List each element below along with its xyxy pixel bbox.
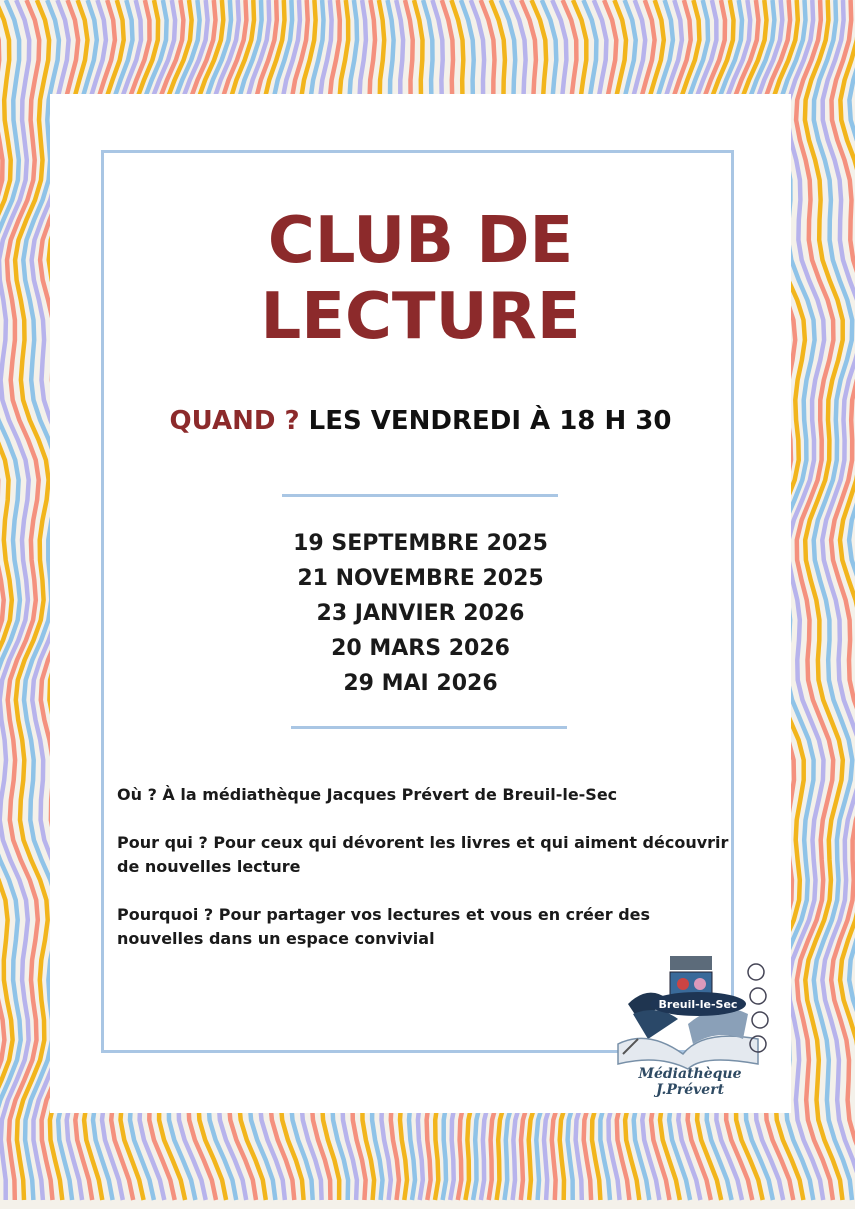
divider-bottom — [291, 726, 567, 729]
title-line-1: CLUB DE — [267, 204, 574, 278]
divider-top — [282, 494, 558, 497]
logo-town-text: Breuil-le-Sec — [658, 998, 738, 1011]
when-line — [50, 406, 791, 436]
flyer-card — [50, 94, 791, 1113]
logo-caption: Médiathèque J.Prévert — [638, 1066, 742, 1098]
info-where: Où ? À la médiathèque Jacques Prévert de Breuil-le-Sec — [117, 785, 618, 804]
when-label: QUAND ? — [169, 406, 300, 436]
date-item: 29 MAI 2026 — [343, 671, 498, 696]
date-item: 20 MARS 2026 — [331, 636, 510, 661]
title-line-2: LECTURE — [260, 280, 581, 354]
date-item: 23 JANVIER 2026 — [316, 601, 525, 626]
date-item: 19 SEPTEMBRE 2025 — [293, 531, 548, 556]
date-item: 21 NOVEMBRE 2025 — [297, 566, 544, 591]
when-value: LES VENDREDI À 18 H 30 — [308, 406, 672, 436]
info-why: Pourquoi ? Pour partager vos lectures et vous en créer des nouvelles dans un espace convivial — [117, 905, 651, 948]
info-who: Pour qui ? Pour ceux qui dévorent les livres et qui aiment découvrir de nouvelles lecture — [117, 833, 729, 876]
dates-list — [50, 526, 791, 701]
